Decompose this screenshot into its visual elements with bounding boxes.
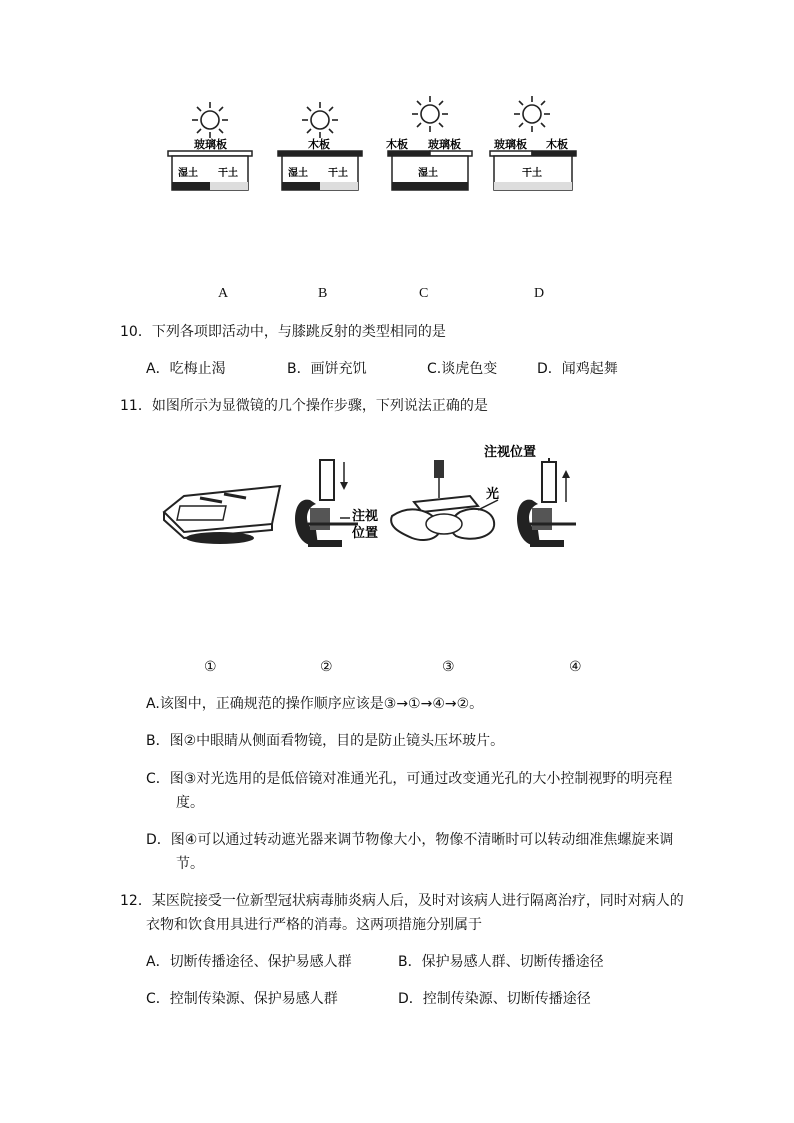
position-label: 位置	[352, 526, 379, 541]
wet-soil-label: 湿土	[288, 168, 308, 179]
sun-icon	[192, 102, 228, 138]
wet-soil-label: 湿土	[178, 168, 198, 179]
q12-stem-line2: 衣物和饮食用具进行严格的消毒。这两项措施分别属于	[146, 917, 482, 933]
glass-label: 玻璃板	[194, 138, 227, 151]
setup-a	[168, 102, 252, 190]
step-marker-3: ③	[442, 660, 455, 675]
q11-option-c-line1: C．图③对光选用的是低倍镜对准通光孔，可通过改变通光孔的大小控制视野的明亮程	[146, 771, 673, 787]
q10-option-c: C.谈虎色变	[427, 361, 498, 377]
experiment-figure	[160, 92, 590, 197]
q12-stem-line1: 12．某医院接受一位新型冠状病毒肺炎病人后，及时对该病人进行隔离治疗，同时对病人的	[120, 893, 684, 909]
watch-position-label: 注视位置	[484, 445, 537, 460]
q12-option-d: D．控制传染源、切断传播途径	[398, 991, 591, 1007]
step3-adjust-light	[391, 460, 499, 540]
fig1-letter-b: B	[318, 286, 328, 301]
q12-option-a: A．切断传播途径、保护易感人群	[146, 954, 352, 970]
sun-icon	[412, 96, 448, 132]
q10-option-d: D．闻鸡起舞	[537, 361, 618, 377]
q11-option-a: A.该图中，正确规范的操作顺序应该是③→①→④→②。	[146, 696, 484, 712]
setup-c	[386, 96, 472, 190]
step1-slide-on-stage	[164, 486, 280, 544]
dry-soil-label: 干土	[522, 168, 542, 179]
fig1-letter-c: C	[419, 286, 429, 301]
glass-label: 玻璃板	[428, 138, 461, 151]
q11-option-d-line2: 节。	[176, 856, 204, 872]
sun-icon	[302, 102, 338, 138]
q11-option-b: B．图②中眼睛从侧面看物镜，目的是防止镜头压坏玻片。	[146, 733, 505, 749]
dry-soil-label: 干土	[218, 168, 238, 179]
q11-option-c-line2: 度。	[176, 795, 204, 811]
step-marker-4: ④	[569, 660, 582, 675]
step-marker-2: ②	[320, 660, 333, 675]
q12-option-b: B．保护易感人群、切断传播途径	[398, 954, 604, 970]
fig1-letter-a: A	[218, 286, 229, 301]
step-marker-1: ①	[204, 660, 217, 675]
wood-label: 木板	[386, 138, 408, 151]
step2-lower-tube	[295, 460, 378, 547]
setup-b	[278, 102, 362, 190]
q10-stem: 10．下列各项即活动中，与膝跳反射的类型相同的是	[120, 324, 446, 340]
dry-soil-label: 干土	[328, 168, 348, 179]
q11-stem: 11．如图所示为显微镜的几个操作步骤，下列说法正确的是	[120, 398, 488, 414]
q10-option-a: A．吃梅止渴	[146, 361, 226, 377]
wet-soil-label: 湿土	[418, 168, 438, 179]
watch-label: 注视	[352, 509, 379, 524]
q11-option-d-line1: D．图④可以通过转动遮光器来调节物像大小，物像不清晰时可以转动细准焦螺旋来调	[146, 832, 674, 848]
setup-d	[490, 96, 576, 190]
microscope-figure	[160, 440, 590, 555]
fig1-letter-d: D	[534, 286, 545, 301]
q10-option-b: B．画饼充饥	[287, 361, 367, 377]
glass-label: 玻璃板	[494, 138, 527, 151]
light-label: 光	[486, 487, 500, 502]
wood-label: 木板	[308, 138, 330, 151]
sun-icon	[514, 96, 550, 132]
wood-label: 木板	[546, 138, 568, 151]
q12-option-c: C．控制传染源、保护易感人群	[146, 991, 338, 1007]
